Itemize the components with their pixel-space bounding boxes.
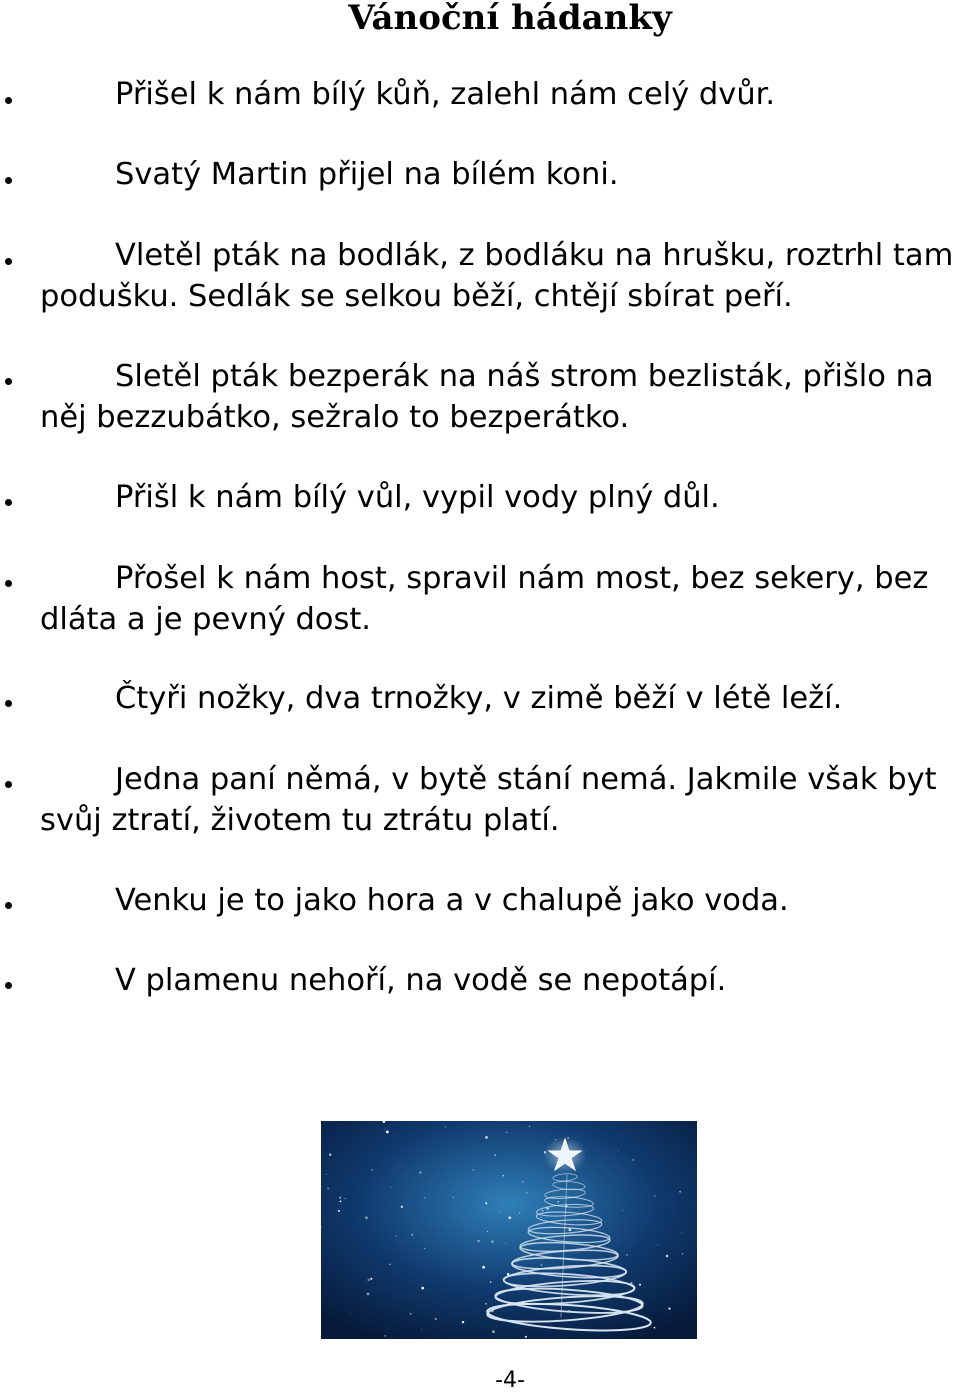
riddle-text: Sletěl pták bezperák na náš strom bezlisták, přišlo na něj bezzubátko, sežralo to bezperátko. bbox=[40, 359, 934, 435]
bullet-icon bbox=[5, 97, 12, 104]
bullet-icon bbox=[5, 378, 12, 385]
bullet-icon bbox=[5, 902, 12, 909]
page-number: -4- bbox=[495, 1368, 525, 1393]
bullet-icon bbox=[5, 982, 12, 989]
riddle-text: Přošel k nám host, spravil nám most, bez sekery, bez dláta a je pevný dost. bbox=[40, 561, 929, 637]
riddle-text: V plamenu nehoří, na vodě se nepotápí. bbox=[115, 963, 727, 998]
riddle-text: Venku je to jako hora a v chalupě jako voda. bbox=[115, 883, 789, 918]
bullet-icon bbox=[5, 177, 12, 184]
riddle-text: Vletěl pták na bodlák, z bodláku na hrušku, roztrhl tam podušku. Sedlák se selkou běží, chtějí sbírat peří. bbox=[40, 238, 954, 314]
riddle-text: Přišel k nám bílý kůň, zalehl nám celý dvůr. bbox=[115, 77, 776, 112]
bullet-icon bbox=[5, 781, 12, 788]
riddle-text: Čtyři nožky, dva trnožky, v zimě běží v létě leží. bbox=[115, 681, 843, 716]
christmas-tree-picture bbox=[321, 1121, 697, 1339]
bullet-icon bbox=[5, 499, 12, 506]
riddle-text: Přišl k nám bílý vůl, vypil vody plný důl. bbox=[115, 480, 720, 515]
bullet-icon bbox=[5, 700, 12, 707]
page-title: Vánoční hádanky bbox=[348, 0, 672, 38]
riddle-text: Svatý Martin přijel na bílém koni. bbox=[115, 157, 619, 192]
bullet-icon bbox=[5, 580, 12, 587]
riddle-text: Jedna paní němá, v bytě stání nemá. Jakmile však byt svůj ztratí, životem tu ztrátu platí. bbox=[40, 762, 937, 838]
bullet-icon bbox=[5, 258, 12, 265]
